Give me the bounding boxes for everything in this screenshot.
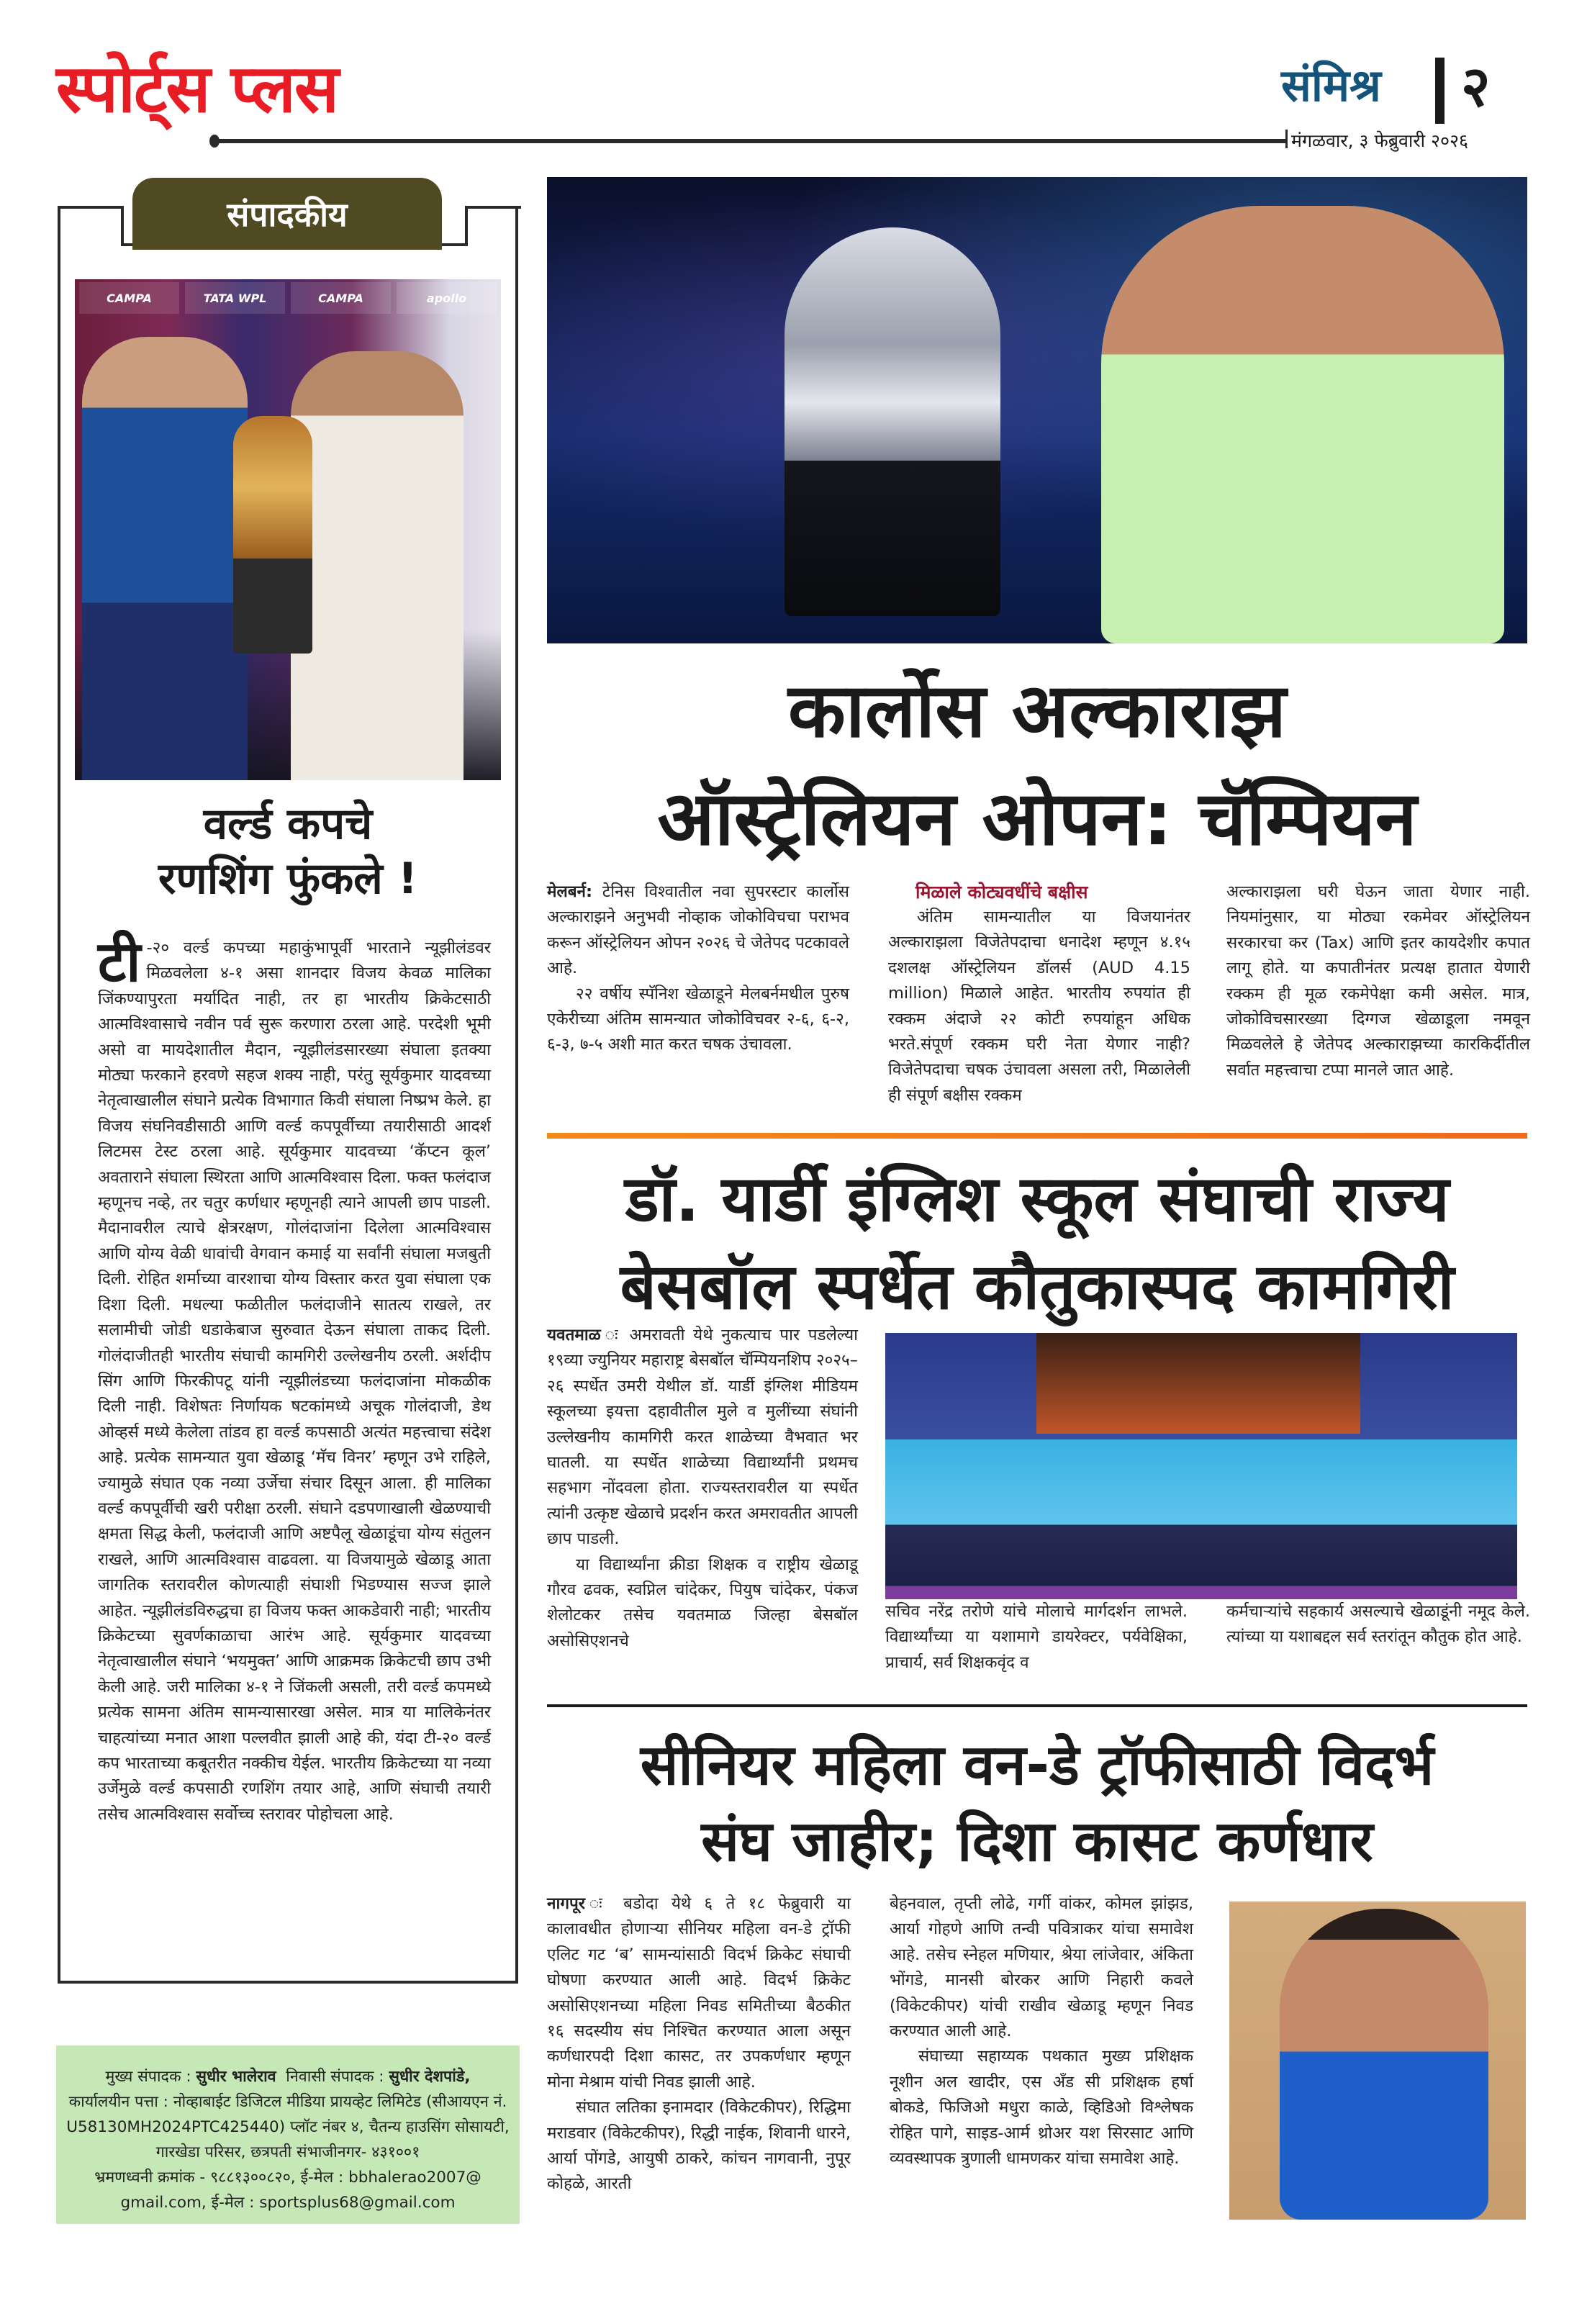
photo-banner: apollo: [397, 282, 497, 314]
masthead-rule: [213, 139, 1285, 143]
page-number: २: [1461, 55, 1491, 119]
vidarbha-headline: [547, 1727, 1527, 1880]
captain-photo: [1229, 1902, 1526, 2220]
vidarbha-headline-line1: सीनियर महिला वन-डे ट्रॉफीसाठी विदर्भ: [640, 1733, 1434, 1798]
alcaraz-para-1-text: टेनिस विश्वातील नवा सुपरस्टार कार्लोस अल्काराझने अनुभवी नोव्हाक जोकोविचचा पराभव करून ऑस्ट्रेलियन ओपन २०२६ चे जेतेपद पटकावले आहे.: [547, 882, 849, 978]
alcaraz-column-2: [888, 880, 1190, 1108]
photo-banner: CAMPA: [291, 282, 391, 314]
imprint-address: कार्यालयीन पत्ता : नोव्हाबाईट डिजिटल मीडिया प्रायव्हेट लिमिटेड (सीआयएन नं. U58130MH2024PTC425440) प्लॉट नंबर ४, चैतन्य हाउसिंग सोसायटी, गारखेडा परिसर, छत्रपती संभाजीनगर- ४३१००१: [66, 2093, 510, 2161]
baseball-para-2: या विद्यार्थ्यांना क्रीडा शिक्षक व राष्ट्रीय खेळाडू गौरव ढवक, स्वप्निल चांदेकर, पियुष चांदेकर, पंकज शेलोटकर तसेच यवतमाळ जिल्हा बेसबॉल असोसिएशनचे: [547, 1555, 858, 1650]
alcaraz-column-3: [1226, 880, 1530, 1083]
issue-date: मंगळवार, ३ फेब्रुवारी २०२६: [1291, 130, 1469, 151]
official-figure: [291, 351, 464, 780]
vidarbha-para-2: संघात लतिका इनामदार (विकेटकीपर), रिद्धिमा मराडवार (विकेटकीपर), रिद्धी नाईक, शिवानी धारने, आर्या पोंगडे, आयुषी ठाकरे, कांचन नागवानी, नुपूर कोहळे, आरती: [547, 2098, 851, 2194]
imprint-box: [56, 2045, 520, 2224]
editorial-frame-top-right: [465, 206, 521, 209]
vidarbha-column-1: [547, 1891, 851, 2197]
baseball-para-3: सचिव नरेंद्र तरोणे यांचे मोलाचे मार्गदर्शन लाभले. विद्यार्थ्यांच्या या यशामागे डायरेक्टर, पर्यवेक्षिका, प्राचार्य, सर्व शिक्षकवृंद व: [885, 1602, 1188, 1672]
alcaraz-para-2: २२ वर्षीय स्पॅनिश खेळाडूने मेलबर्नमधील पुरुष एकेरीच्या अंतिम सामन्यात जोकोविचवर २-६, ६-२, ६-३, ७-५ अशी मात करत चषक उंचावला.: [547, 984, 849, 1054]
editorial-photo: [75, 279, 501, 780]
event-banner: [1036, 1333, 1360, 1434]
editorial-headline-line2: रणशिंग फुंकले !: [158, 853, 418, 904]
alcaraz-para-3: अंतिम सामन्यातील या विजयानंतर अल्काराझला विजेतेपदाचा धनादेश म्हणून ४.१५ दशलक्ष ऑस्ट्रेलियन डॉलर्स (AUD 4.15 million) मिळाले आहेत. भारतीय रुपयांत ही रक्कम अंदाजे २२ कोटी रुपयांहून अधिक भरते.संपूर्ण रक्कम घरी नेता येणार नाही?विजेतेपदाचा चषक उंचावला असला तरी, मिळालेली ही संपूर्ण बक्षीस रक्कम: [888, 908, 1190, 1105]
editorial-tab: संपादकीय: [132, 178, 442, 250]
editorial-headline-line1: वर्ल्ड कपचे: [203, 799, 373, 849]
editorial-body-text: -२० वर्ल्ड कपच्या महाकुंभापूर्वी भारताने न्यूझीलंडवर मिळवलेला ४-१ असा शानदार विजय केवळ मालिका जिंकण्यापुरता मर्यादित नाही, तर हा भारतीय क्रिकेटसाठी आत्मविश्वासाचे नवीन पर्व सुरू करणारा ठरला आहे. परदेशी भूमी असो वा मायदेशातील मैदान, न्यूझीलंडसारख्या संघाला इतक्या मोठ्या फरकाने हरवणे सहज शक्य नाही, परंतु सूर्यकुमार यादवच्या नेतृत्वाखालील संघाने प्रत्येक विभागात किवी संघाला निष्प्रभ केले. हा विजय संघनिवडीसाठी आणि वर्ल्ड कपपूर्वीच्या तयारीसाठी आदर्श लिटमस टेस्ट ठरला आहे. सूर्यकुमार यादवच्या ‘कॅप्टन कूल’ अवताराने संघाला स्थिरता आणि आत्मविश्वास दिला. फक्त फलंदाज म्हणूनच नव्हे, तर चतुर कर्णधार म्हणूनही त्याने आपली छाप पाडली. मैदानावरील त्याचे क्षेत्ररक्षण, गोलंदाजांना दिलेला आत्मविश्वास आणि योग्य वेळी धावांची वेगवान कमाई या सर्वांनी संघाला मजबुती दिली. रोहित शर्माच्या वारशाचा योग्य विस्तार करत युवा संघाला एक दिशा दिली. मधल्या फळीतील फलंदाजीने सातत्य राखले, तर सलामीची जोडी धडाकेबाज सुरुवात देऊन संघाला ताकद दिली. गोलंदाजीतही भारतीय संघाची कामगिरी उल्लेखनीय ठरली. अर्शदीप सिंग आणि फिरकीपटू यांनी न्यूझीलंडच्या फलंदाजांना मोकळीक दिली नाही. विशेषतः निर्णायक षटकांमध्ये अचूक गोलंदाजी, डेथ ओव्हर्स मध्ये केलेला तांडव हा वर्ल्ड कपसाठी अत्यंत महत्त्वाचा संदेश आहे. प्रत्येक सामन्यात युवा खेळाडू ‘मॅच विनर’ म्हणून उभे राहिले, ज्यामुळे संघात एक नव्या उर्जेचा संचार दिसून आला. ही मालिका वर्ल्ड कपपूर्वीची खरी परीक्षा ठरली. संघाने दडपणाखाली खेळण्याची क्षमता सिद्ध केली, फलंदाजी आणि अष्टपैलू खेळाडूंचा योग्य संतुलन राखले, आणि आत्मविश्वास वाढवला. या विजयामुळे खेळाडू आता जागतिक स्तरावरील कोणत्याही संघाशी भिडण्यास सज्ज झाले आहेत. न्यूझीलंडविरुद्धचा हा विजय फक्त आकडेवारी नाही; भारतीय क्रिकेटच्या सुवर्णकाळाचा आरंभ आहे. सूर्यकुमार यादवच्या नेतृत्वाखालील संघाने ‘भयमुक्त’ आणि आक्रमक क्रिकेटची छाप उभी केली आहे. जरी मालिका ४-१ ने जिंकली असली, तरी वर्ल्ड कपमध्ये प्रत्येक सामना अंतिम सामन्यासारखा असेल. मात्र या मालिकेनंतर चाहत्यांच्या मनात आशा पल्लवीत झाली आहे की, यंदा टी-२० वर्ल्ड कप भारताच्या कबूतरीत नक्कीच येईल. भारतीय क्रिकेटच्या या नव्या उर्जेमुळे वर्ल्ड कपसाठी रणशिंग तयार आहे, आणि संघाची तयारी तसेच आत्मविश्वास सर्वोच्च स्तरावर पोहोचला आहे.: [98, 939, 491, 1824]
vidarbha-dateline: नागपूर: [547, 1894, 585, 1913]
chief-editor-label: मुख्य संपादक :: [105, 2068, 191, 2086]
editorial-dropcap: टी: [98, 930, 141, 995]
imprint-contact: भ्रमणध्वनी क्रमांक - ९८८१३००८२०, ई-मेल : bbhalerao2007@ gmail.com, ई-मेल : sportsplus68@gmail.com: [94, 2169, 481, 2212]
editorial-body: [98, 930, 491, 1827]
baseball-dateline: यवतमाळ: [547, 1326, 601, 1344]
vidarbha-para-1-text: ः बडोदा येथे ६ ते १८ फेब्रुवारी या कालावधीत होणाऱ्या सीनियर महिला वन-डे ट्रॉफी एलिट गट ‘ब’ सामन्यांसाठी विदर्भ क्रिकेट संघाची घोषणा करण्यात आली आहे. विदर्भ क्रिकेट असोसिएशनच्या महिला निवड समितीच्या बैठकीत १६ सदस्यीय संघ निश्चित करण्यात आला असून कर्णधारपदी दिशा कासट, तर उपकर्णधार म्हणून मोना मेश्राम यांची निवड झाली आहे.: [547, 1894, 851, 2092]
cricketer-figure: [82, 337, 248, 780]
alcaraz-headline: [547, 656, 1527, 872]
vidarbha-para-3: बेहनवाल, तृप्ती लोढे, गर्गी वांकर, कोमल झांझड, आर्या गोहणे आणि तन्वी पवित्राकर यांचा समावेश आहे. तसेच स्नेहल मणियार, श्रेया लांजेवार, अंकिता भोंगडे, मानसी बोरकर आणि निहारी कवले (विकेटकीपर) यांची राखीव खेळाडू म्हणून निवड करण्यात आली आहे.: [890, 1894, 1193, 2041]
alcaraz-headline-line2: ऑस्ट्रेलियन ओपन: चॅम्पियन: [657, 774, 1417, 862]
section-divider: [1435, 58, 1444, 124]
baseball-headline: [547, 1155, 1527, 1331]
baseball-para-1-text: ः अमरावती येथे नुकत्याच पार पडलेल्या १९व्या ज्युनियर महाराष्ट्र बेसबॉल चॅम्पियनशिप २०२५–२६ स्पर्धेत उमरी येथील डॉ. यार्डी इंग्लिश मीडियम स्कूलच्या इयत्ता दहावीतील मुले व मुलींच्या संघांनी उल्लेखनीय कामगिरी करत शाळेच्या वैभवात भर घातली. या स्पर्धेत शाळेच्या विद्यार्थ्यांनी प्रथमच सहभाग नोंदवला होता. राज्यस्तरावरील या स्पर्धेत त्यांनी उत्कृष्ट खेळाचे प्रदर्शन करत अमरावतीत आपली छाप पाडली.: [547, 1326, 858, 1549]
chief-editor-name: सुधीर भालेराव: [196, 2068, 276, 2086]
vidarbha-para-1: [547, 1891, 851, 2095]
section-divider-black: [547, 1704, 1527, 1707]
baseball-para-4: कर्मचाऱ्यांचे सहकार्य असल्याचे खेळाडूंनी नमूद केले. त्यांच्या या यशाबद्दल सर्व स्तरांतून कौतुक होत आहे.: [1226, 1602, 1530, 1647]
vidarbha-para-4: संघाच्या सहाय्यक पथकात मुख्य प्रशिक्षक नूशीन अल खादीर, एस अँड सी प्रशिक्षक हर्षा बोकडे, फिजिओ मधुरा काळे, व्हिडिओ विश्लेषक रोहित पागे, साइड-आर्म थ्रोअर यश सिरसाट आणि व्यवस्थापक त्रुणाली धामणकर यांचा समावेश आहे.: [890, 2047, 1193, 2169]
alcaraz-headline-line1: कार्लोस अल्काराझ: [787, 666, 1287, 754]
section-label: संमिश्र: [1281, 59, 1381, 112]
alcaraz-para-4: अल्काराझला घरी घेऊन जाता येणार नाही. नियमांनुसार, या मोठ्या रकमेवर ऑस्ट्रेलियन सरकारचा कर (Tax) आणि इतर कायदेशीर कपात लागू होते. या कपातीनंतर प्रत्यक्ष हातात येणारी रक्कम ही मूळ रकमेपेक्षा कमी असेल. मात्र, जोकोविचसारख्या दिग्गज खेळाडूला नमवून मिळवलेले हे जेतेपद अल्काराझच्या कारकिर्दीतील सर्वात महत्त्वाचा टप्पा मानले जात आहे.: [1226, 882, 1530, 1080]
vidarbha-headline-line2: संघ जाहीर; दिशा कासट कर्णधार: [701, 1809, 1373, 1874]
editorial-headline: [75, 797, 501, 906]
section-divider-orange: [547, 1133, 1527, 1139]
baseball-headline-line1: डॉ. यार्डी इंग्लिश स्कूल संघाची राज्य: [625, 1162, 1450, 1236]
resident-editor-name: सुधीर देशपांडे,: [389, 2068, 471, 2086]
masthead-logo: स्पोर्ट्स प्लस: [56, 50, 338, 127]
trophy-figure: [233, 416, 312, 654]
trophy-figure: [785, 227, 1000, 616]
alcaraz-para-1: [547, 880, 849, 982]
resident-editor-label: निवासी संपादक :: [286, 2068, 384, 2086]
imprint-editors: [66, 2064, 510, 2089]
masthead-rule-end: [1285, 130, 1288, 148]
vidarbha-column-2: [890, 1891, 1193, 2171]
baseball-para-1: [547, 1323, 858, 1552]
baseball-column-2: [885, 1599, 1188, 1676]
alcaraz-column-1: [547, 880, 849, 1058]
baseball-headline-line2: बेसबॉल स्पर्धेत कौतुकास्पद कामगिरी: [620, 1249, 1455, 1324]
alcaraz-subhead: मिळाले कोट्यवधींचे बक्षीस: [915, 882, 1088, 903]
baseball-column-3: [1226, 1599, 1530, 1650]
baseball-column-1: [547, 1323, 858, 1654]
captain-figure: [1280, 1909, 1488, 2220]
baseball-team-photo: [885, 1333, 1517, 1599]
alcaraz-photo: [547, 177, 1527, 643]
photo-banner: TATA WPL: [185, 282, 285, 314]
tennis-player-figure: [1101, 206, 1504, 643]
photo-banner: CAMPA: [79, 282, 179, 314]
alcaraz-dateline: मेलबर्न:: [547, 882, 593, 901]
editorial-frame-top-left: [58, 206, 124, 209]
